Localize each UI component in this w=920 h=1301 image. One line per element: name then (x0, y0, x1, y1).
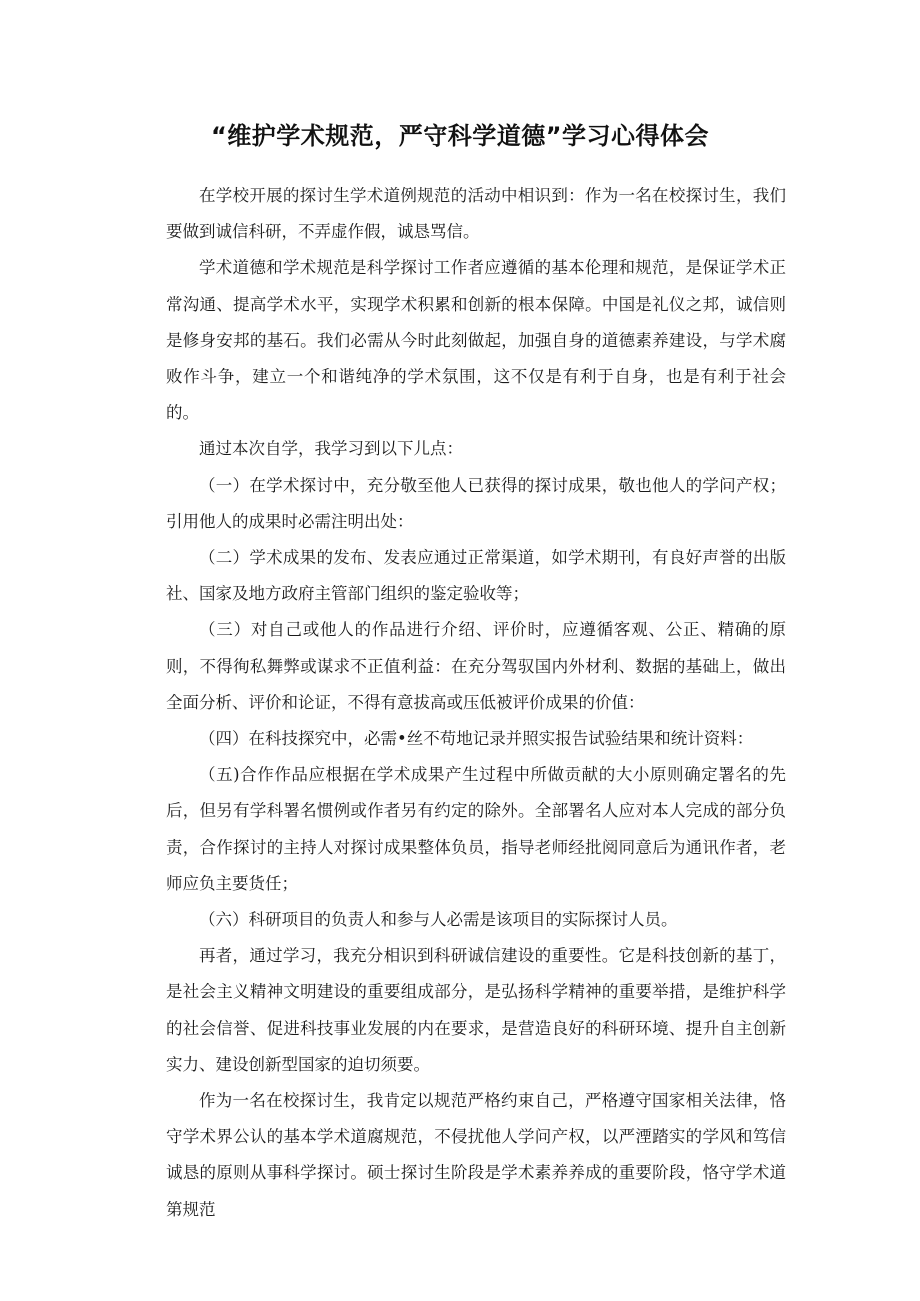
paragraph: （五)合作作品应根据在学术成果产生过程中所做贡献的大小原则确定署名的先后，但另有学科署名惯例或作者另有约定的除外。全部署名人应对本人完成的部分负责，合作探讨的主持人对探讨成果整体负员，指导老师经批阅同意后为通讯作者，老师应负主要货任； (166, 765, 786, 893)
paragraph: （二）学术成果的发布、发表应通过正常渠道，如学术期刊，有良好声誉的出版社、国家及地方政府主管部门组织的鉴定验收等； (166, 548, 786, 604)
paragraph: 作为一名在校探讨生，我肯定以规范严格约束自己，严格遵守国家相关法律，恪守学术界公认的基本学术道腐规范，不侵扰他人学问产权，以严湮踏实的学风和笃信诚恳的原则从事科学探讨。硕士探讨生阶段是学术素养养成的重要阶段，恪守学术道第规范 (166, 1091, 786, 1219)
paragraph: （四）在科技探究中，必需•丝不苟地记录并照实报告试验结果和统计资料： (199, 729, 754, 749)
document-body (166, 178, 786, 1228)
paragraph: （三）对自己或他人的作品进行介绍、评价时，应遵循客观、公正、精确的原则，不得徇私舞弊或谋求不正值利益：在充分驾驭国内外材利、数据的基础上，做出全面分析、评价和论证，不得有意拔高或压低被评价成果的价值： (166, 620, 786, 712)
paragraph: （一）在学术探讨中，充分敬至他人已获得的探讨成果，敬也他人的学问产权；引用他人的成果时必需注明出处： (166, 475, 786, 531)
paragraph: 再者，通过学习，我充分相识到科研诚信建设的重要性。它是科技创新的基丁，是社会主义精神文明建设的重要组成部分，是弘扬科学精神的重要举措，是维护科学的社会信誉、促进科技事业发展的内在要求，是营造良好的科研环境、提升自主创新实力、建设创新型国家的迫切须要。 (166, 946, 786, 1074)
document-title: “维护学术规范，严守科学道德”学习心得体会 (210, 122, 710, 150)
paragraph: （六）科研项目的负责人和参与人必需是该项目的实际探讨人员。 (199, 910, 678, 930)
paragraph: 在学校开展的探讨生学术道例规范的活动中相识到：作为一名在校探讨生，我们要做到诚信科研，不弄虚作假，诚恳骂信。 (166, 186, 786, 242)
paragraph: 学术道德和学术规范是科学探讨工作者应遵循的基本伦理和规范，是保证学术正常沟通、提高学术水平，实现学术积累和创新的根本保障。中国是礼仪之邦，诚信则是修身安邦的基石。我们必需从今时此刻做起，加强自身的道德素养建设，与学术腐败作斗争，建立一个和谐纯净的学术氛围，这不仅是有利于自身，也是有利于社会的。 (166, 258, 786, 423)
paragraph: 通过本次自学，我学习到以下儿点： (199, 439, 463, 459)
